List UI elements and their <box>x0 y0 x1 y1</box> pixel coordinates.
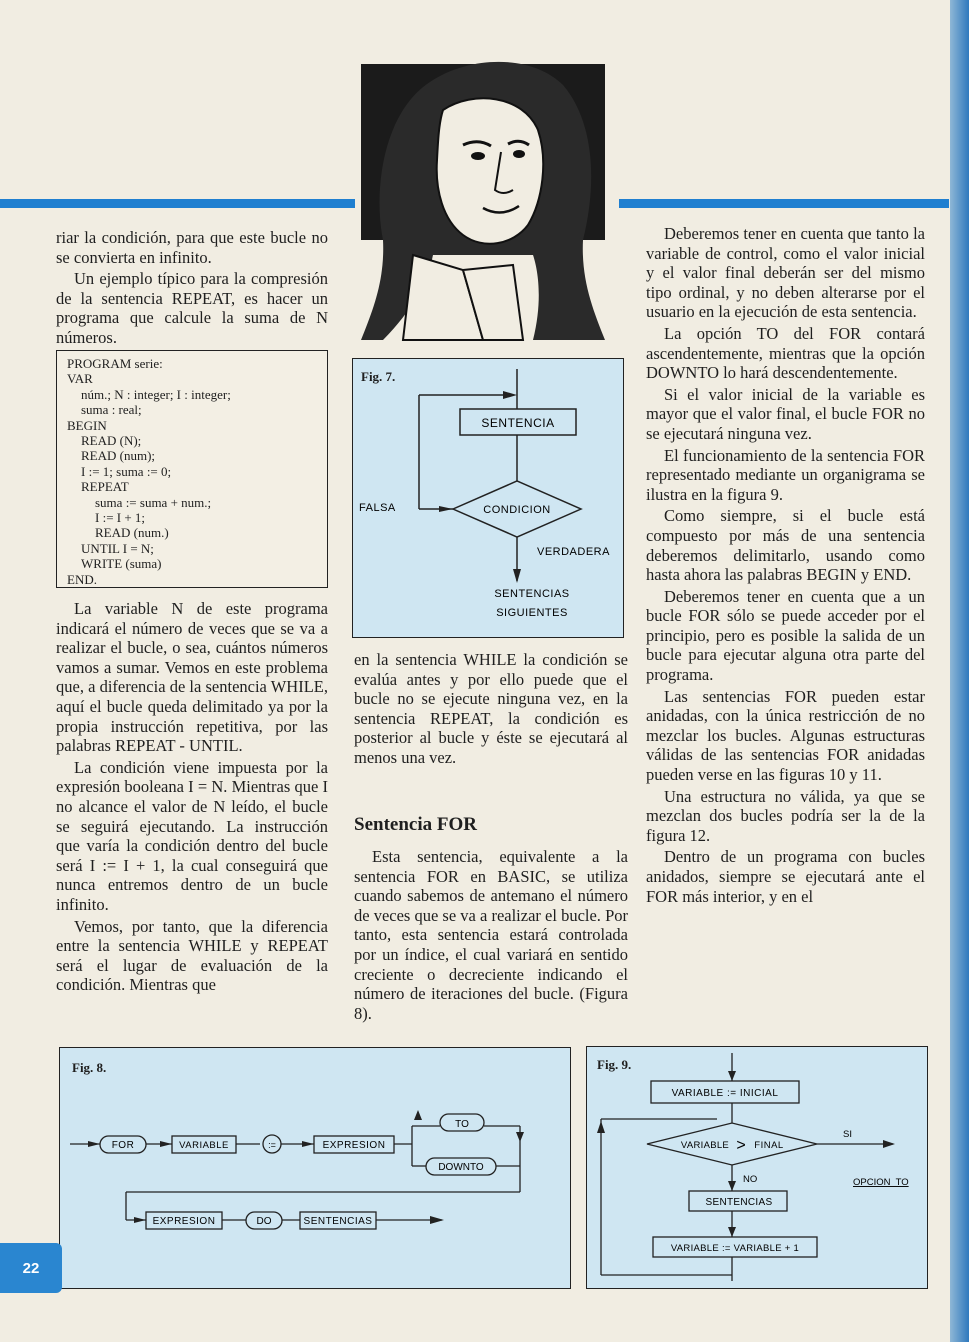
paragraph: Dentro de un programa con bucles anidados, siempre se ejecutará ante el FOR más interior, y en el <box>646 847 925 906</box>
code-line: REPEAT <box>81 479 129 495</box>
paragraph: La condición viene impuesta por la expresión booleana I = N. Mientras que I no alcance el valor de N leído, el bucle se seguirá ejecutando. La instrucción que varía la condición dentro del bucle será I := I + 1, la cual conseguirá que nunca entremos dentro de un bucle infinito. <box>56 757 328 914</box>
fig8-do: DO <box>256 1216 272 1227</box>
fig9-opcion: OPCION TO <box>853 1177 909 1188</box>
fig9-init: VARIABLE := INICIAL <box>671 1088 779 1099</box>
top-rule-left <box>0 199 355 208</box>
code-line: PROGRAM serie: <box>67 356 163 371</box>
fig7-siguientes-2: SIGUIENTES <box>496 607 568 619</box>
fig8-sentencias: SENTENCIAS <box>303 1216 373 1227</box>
paragraph: Un ejemplo típico para la compresión de la sentencia REPEAT, es hacer un programa que calcule la suma de N números. <box>56 269 328 347</box>
fig8-downto: DOWNTO <box>438 1162 484 1173</box>
figure-7-label: Fig. 7. <box>361 369 396 384</box>
fig7-sentencia-text: SENTENCIA <box>481 416 555 430</box>
fig8-assign: := <box>268 1140 276 1150</box>
fig9-sentencias: SENTENCIAS <box>705 1197 773 1208</box>
figure-8 <box>59 1047 571 1289</box>
paragraph: en la sentencia WHILE la condición se evalúa antes y por ello puede que el bucle no se ejecute ninguna vez, en la sentencia REPEAT, la condición es posterior al bucle y éste se ejecutará al menos una vez. <box>354 650 628 767</box>
paragraph: La opción TO del FOR contará ascendentemente, mientras que la opción DOWNTO lo hará descendentemente. <box>646 323 925 383</box>
paragraph: riar la condición, para que este bucle no se convierta en infinito. <box>56 228 328 267</box>
paragraph: Las sentencias FOR pueden estar anidadas, con la única restricción de no mezclar los bucles. Algunas estructuras válidas de las sentencias FOR anidadas pueden verse en las figuras 10 y 11. <box>646 686 925 785</box>
code-lines <box>67 356 327 587</box>
middle-column-body <box>354 847 628 1023</box>
code-line: I := 1; suma := 0; <box>81 463 172 479</box>
fig8-expresion: EXPRESION <box>322 1140 386 1151</box>
fig9-no: NO <box>743 1174 758 1185</box>
figure-9-label: Fig. 9. <box>597 1057 632 1072</box>
paragraph: Una estructura no válida, ya que se mezclan dos bucles podría ser la de la figura 12. <box>646 786 925 845</box>
left-column-intro <box>56 228 328 348</box>
paragraph: Vemos, por tanto, que la diferencia entre la sentencia WHILE y REPEAT será el lugar de evaluación de la condición. Mientras que <box>56 916 328 995</box>
program-listing <box>56 350 328 588</box>
code-line: suma : real; <box>81 402 142 418</box>
figure-7 <box>352 358 624 638</box>
fig7-verdadera-text: VERDADERA <box>537 546 610 558</box>
code-line: BEGIN <box>67 417 107 433</box>
fig7-falsa-text: FALSA <box>359 502 396 514</box>
code-line: I := I + 1; <box>95 510 146 526</box>
figure-9 <box>586 1046 928 1289</box>
paragraph: La variable N de este programa indicará el número de veces que se va a realizar el bucle, o sea, cuántos números vamos a sumar. Vemos en este problema que, a diferencia de la sentencia WHILE, aquí el bucle queda delimitado ya por la propia instrucción repetitiva, por las palabras REPEAT - UNTIL. <box>56 599 328 756</box>
fig7-siguientes-1: SENTENCIAS <box>494 588 570 600</box>
figure-7-flowchart <box>353 359 623 637</box>
middle-column-intro <box>354 650 628 768</box>
left-column-body <box>56 599 328 995</box>
fig8-to: TO <box>455 1119 469 1130</box>
code-line: READ (num); <box>81 448 156 464</box>
code-line: UNTIL I = N; <box>81 540 154 556</box>
fig8-variable: VARIABLE <box>179 1140 229 1151</box>
figure-8-syntax-diagram <box>60 1048 570 1288</box>
paragraph: Como siempre, si el bucle está compuesto por más de una sentencia deberemos delimitarlo, usando como hasta ahora las palabras BEGIN y END. <box>646 506 925 585</box>
section-heading: Sentencia FOR <box>354 814 477 835</box>
fig9-cond-op: > <box>736 1137 746 1154</box>
page-number: 22 <box>0 1243 62 1293</box>
code-line: suma := suma + num.; <box>95 494 212 510</box>
top-rule-right <box>619 199 949 208</box>
fig9-cond-right: FINAL <box>754 1140 784 1151</box>
figure-8-label: Fig. 8. <box>72 1060 107 1075</box>
page-edge <box>950 0 969 1342</box>
paragraph: Si el valor inicial de la variable es mayor que el valor final, el bucle FOR no se ejecutará ninguna vez. <box>646 384 925 443</box>
right-column <box>646 224 925 906</box>
paragraph: El funcionamiento de la sentencia FOR representado mediante un organigrama se ilustra en la figura 9. <box>646 445 925 504</box>
fig8-expresion2: EXPRESION <box>152 1216 216 1227</box>
fig8-for: FOR <box>111 1140 135 1151</box>
code-line: WRITE (suma) <box>81 556 162 572</box>
fig7-condicion-text: CONDICION <box>483 504 551 516</box>
paragraph: Esta sentencia, equivalente a la sentencia FOR en BASIC, se utiliza cuando sabemos de antemano el número de veces que se va a realizar el bucle. Por tanto, esta sentencia estará controlada por un índice, el cual variará en sentido creciente o decreciente indicando el número de iteraciones del bucle. (Figura 8). <box>354 847 628 1023</box>
code-line: núm.; N : integer; I : integer; <box>81 386 231 402</box>
figure-9-flowchart <box>587 1047 927 1288</box>
paragraph: Deberemos tener en cuenta que a un bucle FOR sólo se puede acceder por el principio, pero es posible la salida de un bucle para ejecutar alguna otra parte del programa. <box>646 586 925 685</box>
fig9-si: SI <box>843 1129 852 1140</box>
code-line: END. <box>67 571 97 587</box>
fig9-cond-left: VARIABLE <box>680 1140 730 1151</box>
fig9-increment: VARIABLE := VARIABLE + 1 <box>670 1243 800 1254</box>
code-line: READ (N); <box>81 433 142 449</box>
code-line: VAR <box>67 371 93 387</box>
portrait-illustration <box>343 40 623 360</box>
code-line: READ (num.) <box>95 525 169 541</box>
paragraph: Deberemos tener en cuenta que tanto la variable de control, como el valor inicial y el valor final deberán ser del mismo tipo ordinal, y no deben alterarse por el usuario en la ejecución de esta sentencia. <box>646 224 925 322</box>
